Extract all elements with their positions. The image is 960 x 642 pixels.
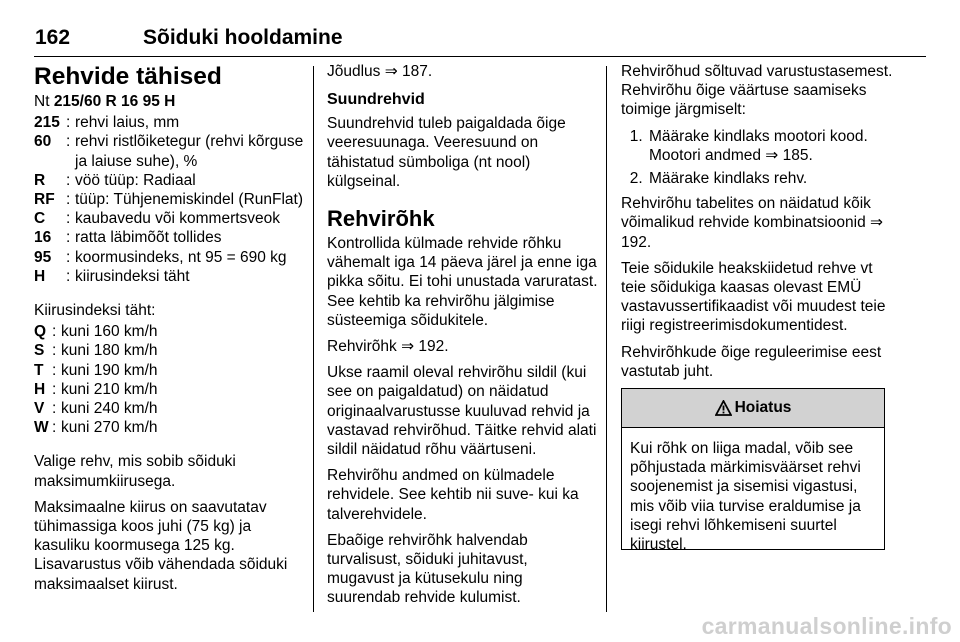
definition-row [34, 132, 304, 170]
tire-code-definitions [34, 113, 304, 286]
paragraph: Rehvirõhud sõltuvad varustustasemest. Rehvirõhu õige väärtuse saamiseks toimige järgmiselt: [621, 63, 893, 119]
paragraph: Rehvirõhu tabelites on näidatud kõik võimalikud rehvide kombinatsioonid ⇒ 192. [621, 195, 883, 251]
definition-value: kuni 240 km/h [61, 400, 158, 418]
warning-header [622, 389, 884, 428]
definition-row [34, 418, 304, 437]
definition-row [34, 190, 304, 209]
paragraph: Valige rehv, mis sobib sõiduki maksimumkiirusega. [34, 453, 236, 490]
definition-row [34, 248, 304, 267]
definition-value: kiirusindeksi täht [75, 267, 190, 285]
warning-box [621, 388, 885, 554]
definition-key: W [34, 419, 49, 437]
definition-row [34, 171, 304, 190]
definition-row [34, 399, 304, 418]
list-item: 1. Määrake kindlaks mootori kood. Mootori andmed ⇒ 185. [647, 127, 893, 165]
definition-value: koormusindeks, nt 95 = 690 kg [75, 248, 287, 266]
speed-index-list [34, 322, 304, 437]
paragraph: Teie sõidukile heakskiidetud rehve vt teie sõidukiga kaasas olevast EMÜ vastavussertifikaadist või muudest teie riigi registreerimisdokumentidest. [621, 259, 886, 335]
colon-separator: : [66, 171, 71, 189]
column-3 [621, 62, 893, 388]
list-item: 2. Määrake kindlaks rehv. [647, 169, 893, 188]
colon-separator: : [52, 342, 57, 360]
colon-separator: : [52, 361, 57, 379]
definition-value: vöö tüüp: Radiaal [75, 171, 196, 189]
colon-separator: : [52, 400, 57, 418]
definition-key: 16 [34, 229, 52, 247]
page-header [34, 26, 926, 57]
colon-separator: : [66, 267, 71, 285]
paragraph: Ebaõige rehvirõhk halvendab turvalisust, sõiduki juhitavust, mugavust ja kütusekulu ning suurendab rehvide kulumist. [327, 531, 528, 607]
section-heading: Rehvide tähised [34, 63, 222, 90]
definition-value: kuni 160 km/h [61, 323, 158, 341]
paragraph: Maksimaalne kiirus on saavutatav tühimassiga koos juhi (75 kg) ja kasuliku koormusega 125 kg. Lisavarustus võib vähendada sõiduki maksimaalset kiirust. [34, 498, 288, 593]
column-2 [327, 62, 599, 615]
definition-key: RF [34, 191, 55, 209]
colon-separator: : [66, 114, 71, 132]
cross-reference: Jõudlus ⇒ 187. [327, 63, 433, 80]
definition-row [34, 322, 304, 341]
definition-key: V [34, 400, 45, 418]
definition-row [34, 341, 304, 360]
column-divider [313, 66, 314, 612]
steps-list [621, 127, 893, 189]
paragraph: Rehvirõhkude õige reguleerimise eest vastutab juht. [621, 343, 882, 380]
paragraph: Rehvirõhu andmed on külmadele rehvidele. See kehtib nii suve- kui ka talverehvidele. [327, 467, 579, 523]
colon-separator: : [66, 191, 71, 209]
paragraph: Rehvirõhk ⇒ 192. [327, 338, 449, 356]
warning-triangle-icon [715, 400, 732, 416]
definition-key: S [34, 342, 45, 360]
page-number: 162 [35, 26, 71, 49]
definition-value: rehvi laius, mm [75, 114, 180, 132]
definition-value: kuni 210 km/h [61, 380, 158, 398]
colon-separator: : [66, 133, 71, 151]
speed-index-intro: Kiirusindeksi täht: [34, 302, 156, 320]
definition-value: kuni 190 km/h [61, 361, 158, 379]
definition-key: C [34, 210, 46, 228]
definition-value: tüüp: Tühjenemiskindel (RunFlat) [75, 191, 304, 209]
definition-value: kaubavedu või kommertsveok [75, 210, 281, 228]
definition-key: T [34, 361, 44, 379]
paragraph: Ukse raamil oleval rehvirõhu sildil (kui see on paigaldatud) on näidatud originaalvarustusse kuuluvad rehvid ja vastavad rehvirõhud. Täitke rehvid alati sildil näidatud rõhu väärtuseni. [327, 364, 597, 459]
column-divider [606, 66, 607, 612]
definition-key: 95 [34, 248, 52, 266]
colon-separator: : [52, 323, 57, 341]
colon-separator: : [66, 248, 71, 266]
example-line: Nt 215/60 R 16 95 H [34, 93, 176, 110]
definition-key: H [34, 267, 46, 285]
definition-key: R [34, 171, 46, 189]
definition-row [34, 361, 304, 380]
definition-row [34, 113, 304, 132]
colon-separator: : [66, 229, 71, 247]
chapter-title: Sõiduki hooldamine [143, 26, 343, 49]
watermark: carmanualsonline.info [701, 613, 952, 639]
definition-key: 60 [34, 133, 52, 151]
column-1 [34, 62, 304, 601]
definition-row [34, 228, 304, 247]
definition-value: kuni 270 km/h [61, 419, 158, 437]
paragraph: Suundrehvid tuleb paigaldada õige veeresuunaga. Veeresuund on tähistatud sümboliga (nt nool) külgseinal. [327, 115, 566, 190]
example-code: 215/60 R 16 95 H [53, 93, 176, 110]
definition-row [34, 209, 304, 228]
definition-value: ratta läbimõõt tollides [75, 229, 222, 247]
definition-key: 215 [34, 114, 60, 132]
paragraph: Kontrollida külmade rehvide rõhku vähemalt iga 14 päeva järel ja enne iga pikka sõitu. Ei tohi unustada varuratast. See kehtib ka rehvirõhu jälgimise süsteemiga sõidukitele. [327, 235, 598, 329]
colon-separator: : [66, 210, 71, 228]
definition-value: kuni 180 km/h [61, 342, 158, 360]
colon-separator: : [52, 419, 57, 437]
definition-row [34, 267, 304, 286]
colon-separator: : [52, 380, 57, 398]
section-heading: Rehvirõhk [327, 206, 435, 232]
definition-key: Q [34, 323, 47, 341]
definition-value: rehvi ristlõiketegur (rehvi kõrguse ja laiuse suhe), % [75, 133, 304, 170]
definition-row [34, 380, 304, 399]
warning-text: Kui rõhk on liiga madal, võib see põhjustada märkimisväärset rehvi soojenemist ja sisemisi vigastusi, mis võib viia turvise eraldumise ja isegi rehvi lõhkemiseni suurtel kiirustel. [630, 440, 861, 554]
sub-heading: Suundrehvid [327, 91, 425, 109]
warning-title: Hoiatus [734, 399, 792, 416]
definition-key: H [34, 380, 46, 398]
